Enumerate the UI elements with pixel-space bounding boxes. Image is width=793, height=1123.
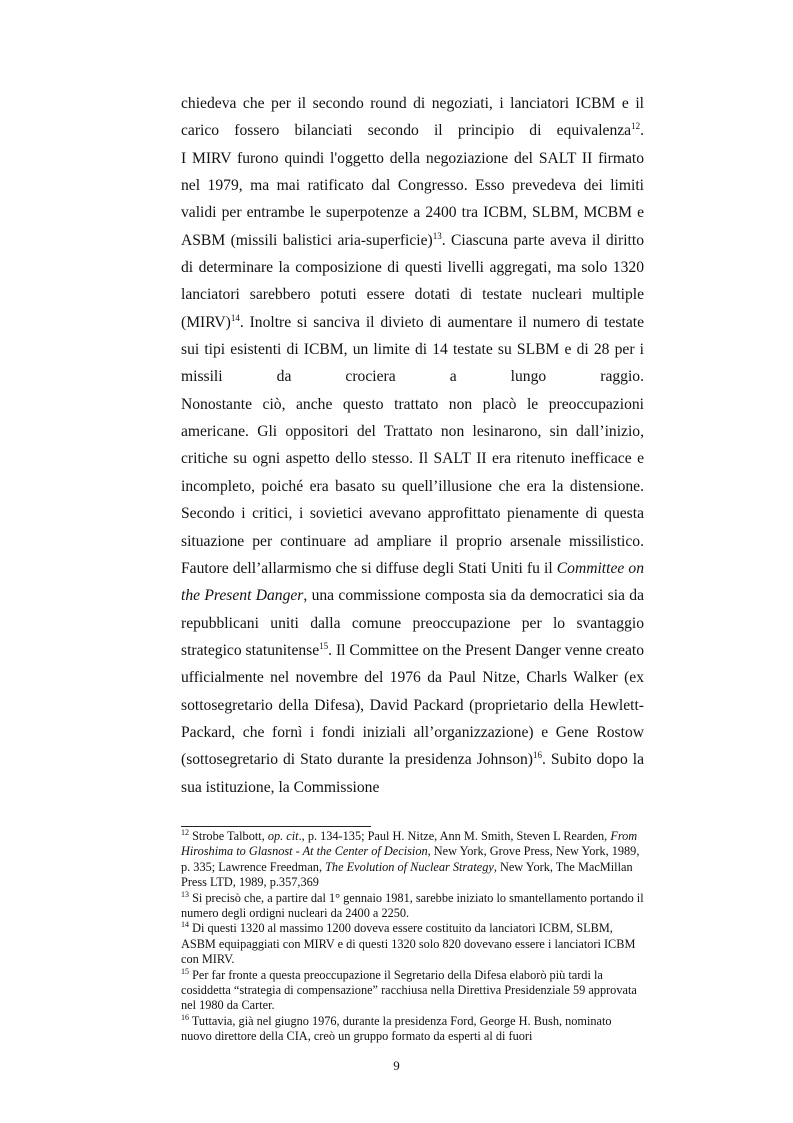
footnote-number: 16 xyxy=(181,1012,189,1022)
main-text xyxy=(181,90,644,801)
footnote-13 xyxy=(181,891,644,922)
footnote-12 xyxy=(181,829,644,891)
footnote-number: 14 xyxy=(181,920,189,930)
paragraph-4 xyxy=(181,555,644,801)
paragraph-4-text-b: , una commissione composta sia da democratici sia da repubblicani uniti dalla comune preoccupazione per lo svantaggio strategico statunitense xyxy=(181,587,644,659)
footnote-italic: The Evolution of Nuclear Strategy xyxy=(325,859,494,874)
footnote-separator xyxy=(181,826,371,827)
paragraph-2-text-b: . Ciascuna parte aveva il diritto di determinare la composizione di questi livelli aggregati, ma solo 1320 lanciatori sarebbero potuti essere dotati di testate nucleari multiple (MIRV) xyxy=(181,231,644,331)
paragraph-1 xyxy=(181,90,644,145)
footnotes xyxy=(181,829,644,1045)
paragraph-1-end: . xyxy=(640,122,644,140)
footnote-number: 13 xyxy=(181,889,189,899)
paragraph-2 xyxy=(181,145,644,391)
footnote-ref-15[interactable]: 15 xyxy=(319,640,329,651)
footnote-ref-12[interactable]: 12 xyxy=(631,121,641,132)
footnote-italic: From Hiroshima to Glasnost - At the Center of Decision xyxy=(181,829,638,859)
paragraph-4-text-a: Fautore dell’allarmismo che si diffuse degli Stati Uniti fu il xyxy=(181,559,557,577)
page-number: 9 xyxy=(393,1058,400,1073)
footnote-text: Tuttavia, già nel giugno 1976, durante la presidenza Ford, George H. Bush, nominato nuovo direttore della CIA, creò un gruppo formato da esperti al di fuori xyxy=(181,1013,612,1044)
footnote-italic: op. cit xyxy=(267,829,299,843)
footnote-text: , New York, Grove Press, New York, 1989, p. 335; Lawrence Freedman, xyxy=(181,844,640,874)
footnote-15 xyxy=(181,968,644,1014)
footnote-text: Strobe Talbott, xyxy=(189,829,268,843)
footnote-ref-14[interactable]: 14 xyxy=(230,312,240,323)
footnote-number: 12 xyxy=(181,827,189,837)
paragraph-4-text-c: . Il Committee on the Present Danger venne creato ufficialmente nel novembre del 1976 da Paul Nitze, Charls Walker (ex sottosegretario della Difesa), David Packard (proprietario della Hewlett-Packard, che fornì i fondi iniziali all’organizzazione) e Gene Rostow (sottosegretario di Stato durante la presidenza Johnson) xyxy=(181,641,645,769)
footnote-14 xyxy=(181,921,644,967)
footnote-16 xyxy=(181,1014,644,1045)
footnote-ref-16[interactable]: 16 xyxy=(533,750,543,761)
footnote-text: Si precisò che, a partire dal 1° gennaio 1981, sarebbe iniziato lo smantellamento portando il numero degli ordigni nucleari da 2400 a 2250. xyxy=(181,890,644,921)
footnote-text: ., p. 134-135; Paul H. Nitze, Ann M. Smith, Steven L Rearden, xyxy=(298,829,611,843)
footnote-text: Per far fronte a questa preoccupazione il Segretario della Difesa elaborò più tardi la cosiddetta “strategia di compensazione” racchiusa nella Direttiva Presidenziale 59 approvata nel 1980 da Carter. xyxy=(181,967,637,1013)
paragraph-3: Nonostante ciò, anche questo trattato non placò le preoccupazioni americane. Gli oppositori del Trattato non lesinarono, sin dall’inizio, critiche su ogni aspetto dello stesso. Il SALT II era ritenuto inefficace e incompleto, poiché era basato su quell’illusione che era la distensione. Secondo i critici, i sovietici avevano approfittato pienamente di questa situazione per continuare ad ampliare il proprio arsenale missilistico. xyxy=(181,395,644,550)
footnote-number: 15 xyxy=(181,966,189,976)
footnote-ref-13[interactable]: 13 xyxy=(432,230,442,241)
paragraph-1-text: chiedeva che per il secondo round di negoziati, i lanciatori ICBM e il carico fossero bilanciati secondo il principio di equivalenza xyxy=(181,95,644,140)
footnote-text: , New York, The MacMillan Press LTD, 1989, p.357,369 xyxy=(181,859,633,890)
paragraph-4-text-d: . Subito dopo la sua istituzione, la Commissione xyxy=(181,751,644,796)
paragraph-2-text-a: I MIRV furono quindi l'oggetto della negoziazione del SALT II firmato nel 1979, ma mai ratificato dal Congresso. Esso prevedeva dei limiti validi per entrambe le superpotenze a 2400 tra ICBM, SLBM, MCBM e ASBM (missili balistici aria-superficie) xyxy=(181,149,644,249)
paragraph-2-text-c: . Inoltre si sanciva il divieto di aumentare il numero di testate sui tipi esistenti di ICBM, un limite di 14 testate su SLBM e di 28 per i missili da crociera a lungo raggio. xyxy=(181,313,644,386)
footnote-text: Di questi 1320 al massimo 1200 doveva essere costituito da lanciatori ICBM, SLBM, ASBM equipaggiati con MIRV e di questi 1320 solo 820 dovevano essere i lanciatori ICBM con MIRV. xyxy=(181,921,636,967)
paragraph-4-italic: Committee on the Present Danger xyxy=(181,559,644,605)
